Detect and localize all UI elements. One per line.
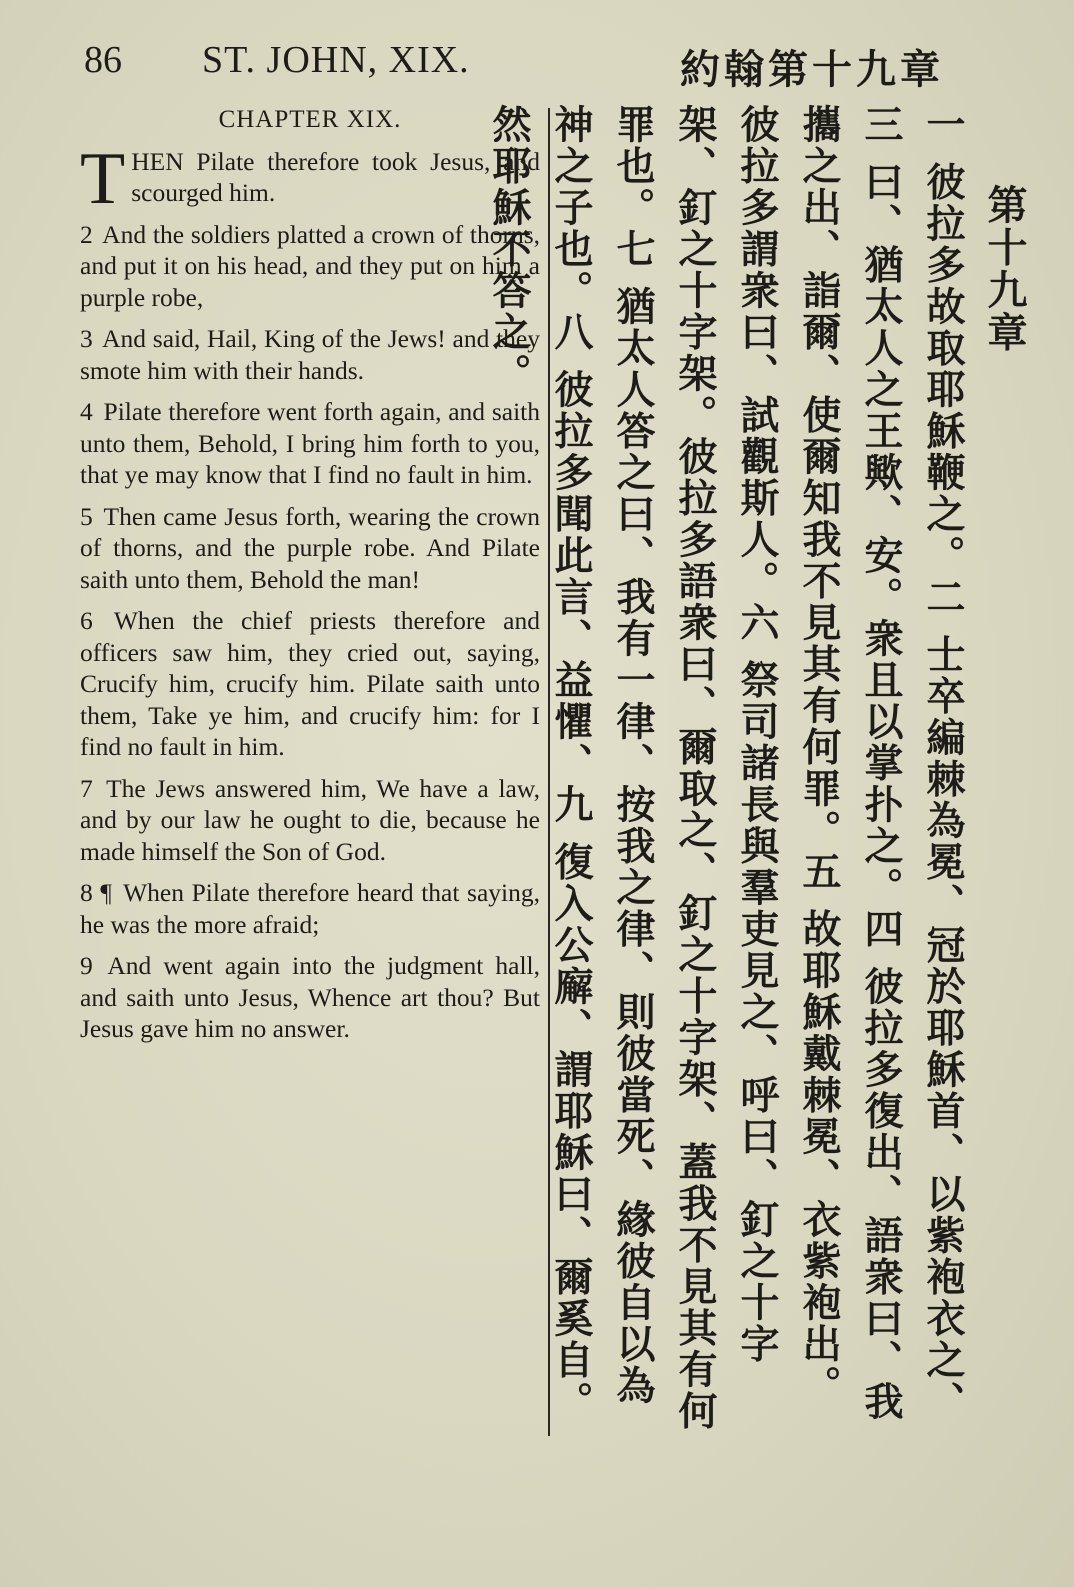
verse-number: 9: [80, 951, 93, 980]
verse-9: [80, 950, 540, 1045]
chapter-heading: CHAPTER XIX.: [218, 106, 402, 133]
verse-text: Then came Jesus forth, wearing the crown of thorns, and the purple robe. And Pilate saith unto them, Behold the man!: [80, 501, 540, 594]
chinese-chapter-heading: 第十九章: [981, 184, 1027, 354]
drop-cap: T: [80, 137, 126, 220]
chinese-column: [486, 104, 1035, 1434]
verse-number: 6: [80, 606, 93, 635]
verse-5: [80, 501, 540, 596]
verse-text: And went again into the judgment hall, and saith unto Jesus, Whence art thou? But Jesus gave him no answer.: [80, 951, 540, 1043]
verse-6: [80, 605, 540, 763]
verse-text: And said, Hail, King of the Jews! and they smote him with their hands.: [80, 324, 540, 385]
verse-number: 8 ¶: [80, 878, 112, 907]
verse-text: When Pilate therefore heard that saying, he was the more afraid;: [80, 878, 541, 939]
verse-number: 4: [80, 397, 93, 426]
verse-text: HEN Pilate therefore took Jesus, and scourged him.: [131, 146, 540, 207]
verse-number: 5: [80, 501, 93, 531]
verse-3: [80, 323, 540, 386]
verse-8: [80, 877, 540, 940]
page-header: [84, 38, 944, 98]
english-column: [80, 104, 540, 1434]
verse-text: When the chief priests therefore and officers saw him, they cried out, saying, Crucify him, crucify him. Pilate saith unto them, Take ye him, and crucify him: for I find no fault in him.: [80, 606, 540, 761]
verse-text: Pilate therefore went forth again, and saith unto them, Behold, I bring him forth to you, that ye may know that I find no fault in him.: [80, 397, 540, 489]
page-number: 86: [84, 39, 122, 81]
verse-number: 2: [80, 219, 93, 249]
chinese-verses: 一 彼拉多故取耶穌鞭之。二 士卒編棘為冕、冠於耶穌首、以紫袍衣之、三 曰、猶太人之王歟、安。衆且以掌扑之。四 彼拉多復出、語衆曰、我攜之出、詣爾、使爾知我不見其有何罪。五 故耶穌戴棘冕、衣紫袍出。彼拉多謂衆曰、試觀斯人。六 祭司諸長與羣吏見之、呼曰、釘之十字架、釘之十字架。彼拉多語衆曰、爾取之、釘之十字架、蓋我不見其有何罪也。七 猶太人答之曰、我有一律、按我之律、則彼當死、緣彼自以為神之子也。八 彼拉多聞此言、益懼、九 復入公廨、謂耶穌曰、爾奚自。然耶穌不答之。: [486, 104, 965, 1432]
verse-number: 3: [80, 324, 93, 353]
verse-text: The Jews answered him, We have a law, and by our law he ought to die, because he made himself the Son of God.: [80, 773, 540, 866]
chinese-text-block: [477, 104, 1035, 1434]
verse-7: [80, 773, 540, 868]
verse-2: [80, 219, 540, 314]
verse-text: And the soldiers platted a crown of thorns, and put it on his head, and they put on him a purple robe,: [80, 219, 540, 312]
verse-1: [80, 137, 540, 220]
verse-number: 7: [80, 773, 93, 803]
running-head: ST. JOHN, XIX.: [202, 39, 470, 81]
chinese-running-head: 約翰第十九章: [680, 47, 944, 93]
verse-4: [80, 396, 540, 491]
